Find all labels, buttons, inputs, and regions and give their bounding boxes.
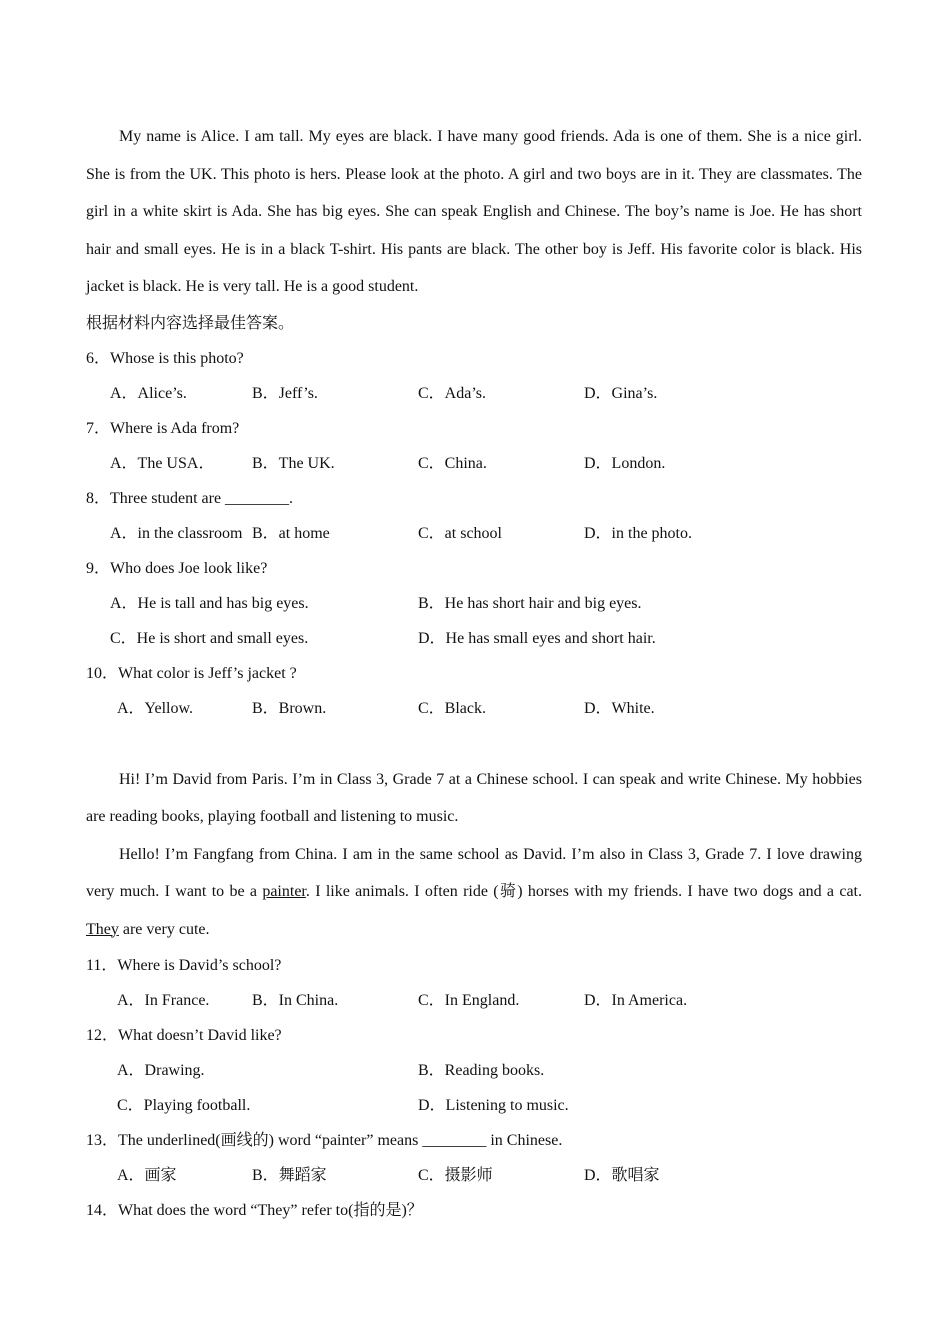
options-10 [86,691,862,726]
option-c[interactable]: C．at school [418,524,502,542]
option-d[interactable]: D．in the photo. [584,524,692,542]
option-c[interactable]: C．Playing football. [117,1097,251,1114]
option-d[interactable]: D．White. [584,699,655,717]
option-c[interactable]: C．摄影师 [418,1167,493,1184]
instruction: 根据材料内容选择最佳答案。 [86,314,295,332]
option-d[interactable]: D．Listening to music. [418,1097,569,1114]
question-14: 14．What does the word “They” refer to(指的是)？ [86,1202,423,1219]
passage-alice: My name is Alice. I am tall. My eyes are black. I have many good friends. Ada is one of them. She is a nice girl. She is from the UK. This photo is hers. Please look at the photo. A girl and two boys are in it. They are classmates. The girl in a white skirt is Ada. She has big eyes. She can speak English and Chinese. The boy’s name is Joe. He has short hair and small eyes. He is in a black T-shirt. His pants are black. The other boy is Jeff. His favorite color is black. His jacket is black. He is very tall. He is a good student. [86,128,862,295]
option-a[interactable]: A．Alice’s. [110,384,187,402]
option-a[interactable]: A．in the classroom [110,524,243,542]
question-8: 8．Three student are ________. [86,489,294,507]
question-13: 13．The underlined(画线的) word “painter” means ________ in Chinese. [86,1132,563,1149]
option-c[interactable]: C．Ada’s. [418,384,487,402]
option-b[interactable]: B．Reading books. [418,1062,545,1079]
question-10: 10．What color is Jeff’s jacket ? [86,664,297,682]
options-13 [86,1158,862,1193]
option-c[interactable]: C．China. [418,454,487,472]
question-6: 6．Whose is this photo? [86,349,244,367]
question-9: 9．Who does Joe look like? [86,559,268,577]
options-6 [86,376,862,411]
option-d[interactable]: D．London. [584,454,666,472]
passage-text: . I like animals. I often ride (骑) horses with my friends. I have two dogs and a cat. [305,883,862,900]
option-d[interactable]: D．He has small eyes and short hair. [418,629,656,647]
option-c[interactable]: C．He is short and small eyes. [110,629,309,647]
options-7 [86,446,862,481]
section-gap [86,726,862,761]
question-12: 12．What doesn’t David like? [86,1027,282,1044]
option-a[interactable]: A．He is tall and has big eyes. [110,594,309,612]
option-d[interactable]: D．Gina’s. [584,384,658,402]
option-b[interactable]: B．Brown. [252,699,327,717]
option-c[interactable]: C．Black. [418,699,486,717]
passage-david: Hi! I’m David from Paris. I’m in Class 3, Grade 7 at a Chinese school. I can speak and write Chinese. My hobbies are reading books, playing football and listening to music. [86,770,862,825]
underlined-they: They [86,920,119,938]
option-a[interactable]: A．The USA． [110,454,215,472]
option-b[interactable]: B．Jeff’s. [252,384,318,402]
option-d[interactable]: D．歌唱家 [584,1167,660,1184]
option-b[interactable]: B．舞蹈家 [252,1167,327,1184]
question-11: 11．Where is David’s school? [86,957,282,974]
passage-text: Hello! I’m Fangfang from China. I am in the same school as David. I’m also in Class 3, Grade 7. I love drawing very much. I want to be a [86,845,862,900]
option-b[interactable]: B．The UK. [252,454,335,472]
options-12-row1 [86,1053,862,1088]
passage-fangfang [86,836,862,949]
options-9-row1 [86,586,862,621]
passage-text: are very cute. [118,920,210,938]
option-a[interactable]: A．画家 [117,1167,177,1184]
option-b[interactable]: B．at home [252,524,330,542]
options-9-row2 [86,621,862,656]
option-c[interactable]: C．In England. [418,992,520,1009]
option-a[interactable]: A．In France. [117,992,210,1009]
options-8 [86,516,862,551]
option-b[interactable]: B．He has short hair and big eyes. [418,594,642,612]
document-page [86,118,862,1228]
option-a[interactable]: A．Drawing. [117,1062,205,1079]
options-11 [86,983,862,1018]
question-7: 7．Where is Ada from? [86,419,240,437]
underlined-painter: painter [262,883,306,900]
option-a[interactable]: A．Yellow. [117,699,194,717]
options-12-row2 [86,1088,862,1123]
option-d[interactable]: D．In America. [584,992,688,1009]
option-b[interactable]: B．In China. [252,992,339,1009]
